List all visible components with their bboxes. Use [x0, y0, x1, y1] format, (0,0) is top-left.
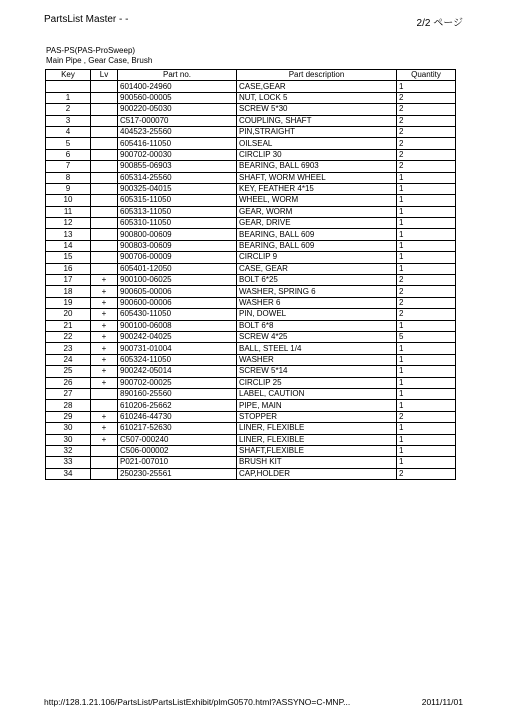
cell-quantity: 1: [397, 229, 456, 240]
cell-description: BRUSH KIT: [237, 457, 397, 468]
table-row: [46, 411, 456, 422]
cell-quantity: 1: [397, 434, 456, 445]
cell-description: KEY, FEATHER 4*15: [237, 183, 397, 194]
cell-part-no: 900220-05030: [118, 104, 237, 115]
cell-lv: +: [91, 286, 118, 297]
cell-key: 19: [46, 297, 91, 308]
cell-part-no: 900600-00006: [118, 297, 237, 308]
table-row: [46, 195, 456, 206]
cell-quantity: 1: [397, 377, 456, 388]
cell-quantity: 1: [397, 252, 456, 263]
cell-quantity: 1: [397, 263, 456, 274]
table-row: [46, 229, 456, 240]
cell-lv: [91, 161, 118, 172]
cell-lv: [91, 445, 118, 456]
table-row: [46, 218, 456, 229]
cell-quantity: 2: [397, 411, 456, 422]
cell-lv: [91, 206, 118, 217]
cell-part-no: 900100-06008: [118, 320, 237, 331]
cell-description: BOLT 6*8: [237, 320, 397, 331]
cell-part-no: 900100-06025: [118, 275, 237, 286]
table-row: [46, 275, 456, 286]
cell-description: LINER, FLEXIBLE: [237, 423, 397, 434]
col-header-quantity: Quantity: [397, 70, 456, 81]
cell-lv: +: [91, 343, 118, 354]
cell-quantity: 1: [397, 388, 456, 399]
table-row: [46, 343, 456, 354]
assembly-name: Main Pipe , Gear Case, Brush: [46, 56, 153, 65]
cell-description: STOPPER: [237, 411, 397, 422]
cell-key: 10: [46, 195, 91, 206]
cell-key: [46, 81, 91, 92]
cell-quantity: 2: [397, 275, 456, 286]
cell-part-no: 404523-25560: [118, 126, 237, 137]
table-row: [46, 445, 456, 456]
cell-part-no: 900560-00005: [118, 92, 237, 103]
cell-part-no: 250230-25561: [118, 468, 237, 479]
cell-lv: [91, 400, 118, 411]
cell-key: 3: [46, 115, 91, 126]
cell-part-no: P021-007010: [118, 457, 237, 468]
cell-description: WASHER, SPRING 6: [237, 286, 397, 297]
table-row: [46, 240, 456, 251]
cell-quantity: 1: [397, 366, 456, 377]
cell-key: 26: [46, 377, 91, 388]
cell-part-no: 610206-25662: [118, 400, 237, 411]
cell-part-no: 605416-11050: [118, 138, 237, 149]
cell-key: 25: [46, 366, 91, 377]
cell-lv: +: [91, 275, 118, 286]
table-header-row: [46, 70, 456, 81]
table-row: [46, 104, 456, 115]
cell-lv: [91, 263, 118, 274]
cell-quantity: 2: [397, 297, 456, 308]
table-row: [46, 434, 456, 445]
cell-part-no: 900702-00030: [118, 149, 237, 160]
cell-quantity: 2: [397, 149, 456, 160]
cell-part-no: 890160-25560: [118, 388, 237, 399]
cell-lv: [91, 218, 118, 229]
cell-part-no: 900242-05014: [118, 366, 237, 377]
cell-key: 30: [46, 434, 91, 445]
cell-description: CASE,GEAR: [237, 81, 397, 92]
cell-description: GEAR, DRIVE: [237, 218, 397, 229]
cell-key: 12: [46, 218, 91, 229]
cell-description: LABEL, CAUTION: [237, 388, 397, 399]
table-row: [46, 172, 456, 183]
cell-description: CIRCLIP 9: [237, 252, 397, 263]
table-row: [46, 252, 456, 263]
cell-part-no: 605401-12050: [118, 263, 237, 274]
cell-key: 15: [46, 252, 91, 263]
table-row: [46, 149, 456, 160]
cell-quantity: 1: [397, 457, 456, 468]
cell-quantity: 1: [397, 240, 456, 251]
cell-key: 24: [46, 354, 91, 365]
cell-lv: [91, 468, 118, 479]
cell-part-no: 605310-11050: [118, 218, 237, 229]
cell-quantity: 2: [397, 309, 456, 320]
cell-part-no: 610217-52630: [118, 423, 237, 434]
cell-lv: +: [91, 297, 118, 308]
cell-lv: +: [91, 320, 118, 331]
cell-lv: [91, 457, 118, 468]
cell-key: 18: [46, 286, 91, 297]
col-header-key: Key: [46, 70, 91, 81]
cell-description: PIN, DOWEL: [237, 309, 397, 320]
cell-lv: +: [91, 434, 118, 445]
cell-lv: +: [91, 423, 118, 434]
cell-description: OILSEAL: [237, 138, 397, 149]
cell-description: BEARING, BALL 6903: [237, 161, 397, 172]
table-row: [46, 377, 456, 388]
cell-quantity: 2: [397, 286, 456, 297]
cell-lv: [91, 183, 118, 194]
cell-quantity: 1: [397, 81, 456, 92]
cell-quantity: 1: [397, 423, 456, 434]
table-row: [46, 320, 456, 331]
cell-description: CIRCLIP 25: [237, 377, 397, 388]
cell-lv: [91, 229, 118, 240]
cell-lv: [91, 195, 118, 206]
col-header-lv: Lv: [91, 70, 118, 81]
cell-key: 34: [46, 468, 91, 479]
cell-description: GEAR, WORM: [237, 206, 397, 217]
table-row: [46, 423, 456, 434]
cell-part-no: 900800-00609: [118, 229, 237, 240]
cell-description: SCREW 5*30: [237, 104, 397, 115]
cell-lv: +: [91, 309, 118, 320]
cell-quantity: 1: [397, 445, 456, 456]
table-row: [46, 354, 456, 365]
cell-description: WHEEL, WORM: [237, 195, 397, 206]
cell-description: SCREW 4*25: [237, 331, 397, 342]
cell-key: 9: [46, 183, 91, 194]
cell-description: SCREW 5*14: [237, 366, 397, 377]
cell-quantity: 1: [397, 195, 456, 206]
cell-part-no: 900731-01004: [118, 343, 237, 354]
cell-description: SHAFT,FLEXIBLE: [237, 445, 397, 456]
cell-quantity: 5: [397, 331, 456, 342]
cell-key: 23: [46, 343, 91, 354]
cell-key: 7: [46, 161, 91, 172]
cell-lv: [91, 92, 118, 103]
cell-quantity: 2: [397, 104, 456, 115]
cell-quantity: 1: [397, 400, 456, 411]
cell-quantity: 1: [397, 206, 456, 217]
cell-key: 5: [46, 138, 91, 149]
cell-key: 28: [46, 400, 91, 411]
assembly-subtitle: [46, 46, 152, 66]
cell-quantity: 1: [397, 183, 456, 194]
cell-key: 29: [46, 411, 91, 422]
cell-description: WASHER 6: [237, 297, 397, 308]
cell-lv: [91, 126, 118, 137]
cell-quantity: 1: [397, 218, 456, 229]
cell-part-no: 900803-00609: [118, 240, 237, 251]
cell-description: SHAFT, WORM WHEEL: [237, 172, 397, 183]
cell-part-no: 601400-24960: [118, 81, 237, 92]
cell-part-no: C506-000002: [118, 445, 237, 456]
cell-quantity: 1: [397, 343, 456, 354]
cell-lv: [91, 149, 118, 160]
cell-key: 2: [46, 104, 91, 115]
cell-part-no: 900855-06903: [118, 161, 237, 172]
table-row: [46, 206, 456, 217]
cell-part-no: 610246-44730: [118, 411, 237, 422]
table-row: [46, 331, 456, 342]
footer-date: 2011/11/01: [421, 697, 463, 707]
cell-key: 21: [46, 320, 91, 331]
cell-lv: [91, 240, 118, 251]
cell-key: 4: [46, 126, 91, 137]
cell-quantity: 2: [397, 161, 456, 172]
table-row: [46, 468, 456, 479]
cell-quantity: 1: [397, 172, 456, 183]
cell-key: 8: [46, 172, 91, 183]
cell-description: BOLT 6*25: [237, 275, 397, 286]
cell-description: COUPLING, SHAFT: [237, 115, 397, 126]
cell-lv: +: [91, 411, 118, 422]
col-header-part-no: Part no.: [118, 70, 237, 81]
cell-lv: [91, 115, 118, 126]
cell-lv: [91, 104, 118, 115]
parts-table-body: [46, 81, 456, 480]
cell-lv: [91, 252, 118, 263]
cell-part-no: 900605-00006: [118, 286, 237, 297]
cell-key: 11: [46, 206, 91, 217]
cell-key: 16: [46, 263, 91, 274]
cell-description: BALL, STEEL 1/4: [237, 343, 397, 354]
cell-key: 1: [46, 92, 91, 103]
cell-part-no: 605324-11050: [118, 354, 237, 365]
cell-quantity: 1: [397, 320, 456, 331]
cell-description: CASE, GEAR: [237, 263, 397, 274]
table-row: [46, 126, 456, 137]
table-row: [46, 115, 456, 126]
cell-part-no: 900242-04025: [118, 331, 237, 342]
cell-lv: +: [91, 366, 118, 377]
cell-key: 33: [46, 457, 91, 468]
table-row: [46, 286, 456, 297]
cell-quantity: 2: [397, 126, 456, 137]
cell-key: 30: [46, 423, 91, 434]
cell-description: NUT, LOCK 5: [237, 92, 397, 103]
cell-part-no: 900325-04015: [118, 183, 237, 194]
cell-part-no: 900702-00025: [118, 377, 237, 388]
cell-description: WASHER: [237, 354, 397, 365]
cell-lv: [91, 138, 118, 149]
cell-part-no: 605314-25560: [118, 172, 237, 183]
cell-key: 17: [46, 275, 91, 286]
cell-description: PIN,STRAIGHT: [237, 126, 397, 137]
cell-lv: [91, 388, 118, 399]
cell-key: 14: [46, 240, 91, 251]
cell-part-no: 900706-00009: [118, 252, 237, 263]
cell-lv: [91, 172, 118, 183]
cell-key: 13: [46, 229, 91, 240]
table-row: [46, 297, 456, 308]
cell-key: 22: [46, 331, 91, 342]
cell-quantity: 2: [397, 138, 456, 149]
cell-quantity: 2: [397, 92, 456, 103]
page-title: PartsList Master - -: [44, 14, 129, 25]
table-row: [46, 400, 456, 411]
table-row: [46, 457, 456, 468]
footer-url: http://128.1.21.106/PartsList/PartsListExhibit/plmG0570.html?ASSYNO=C-MNP...: [44, 697, 351, 707]
cell-description: LINER, FLEXIBLE: [237, 434, 397, 445]
cell-description: CIRCLIP 30: [237, 149, 397, 160]
cell-quantity: 1: [397, 354, 456, 365]
table-row: [46, 263, 456, 274]
cell-lv: +: [91, 354, 118, 365]
table-row: [46, 388, 456, 399]
cell-description: CAP,HOLDER: [237, 468, 397, 479]
table-row: [46, 161, 456, 172]
table-row: [46, 92, 456, 103]
model-name: PAS-PS(PAS-ProSweep): [46, 46, 136, 55]
cell-description: BEARING, BALL 609: [237, 229, 397, 240]
cell-lv: [91, 81, 118, 92]
table-row: [46, 138, 456, 149]
cell-part-no: C507-000240: [118, 434, 237, 445]
table-row: [46, 366, 456, 377]
cell-lv: +: [91, 331, 118, 342]
table-row: [46, 183, 456, 194]
col-header-description: Part description: [237, 70, 397, 81]
table-row: [46, 309, 456, 320]
table-row: [46, 81, 456, 92]
cell-quantity: 2: [397, 468, 456, 479]
cell-part-no: 605313-11050: [118, 206, 237, 217]
page-number: 2/2 ページ: [416, 18, 463, 29]
cell-description: PIPE, MAIN: [237, 400, 397, 411]
cell-key: 32: [46, 445, 91, 456]
cell-description: BEARING, BALL 609: [237, 240, 397, 251]
cell-lv: +: [91, 377, 118, 388]
cell-part-no: C517-000070: [118, 115, 237, 126]
cell-part-no: 605430-11050: [118, 309, 237, 320]
cell-part-no: 605315-11050: [118, 195, 237, 206]
cell-key: 20: [46, 309, 91, 320]
cell-key: 6: [46, 149, 91, 160]
cell-key: 27: [46, 388, 91, 399]
parts-table: [45, 69, 456, 480]
cell-quantity: 2: [397, 115, 456, 126]
